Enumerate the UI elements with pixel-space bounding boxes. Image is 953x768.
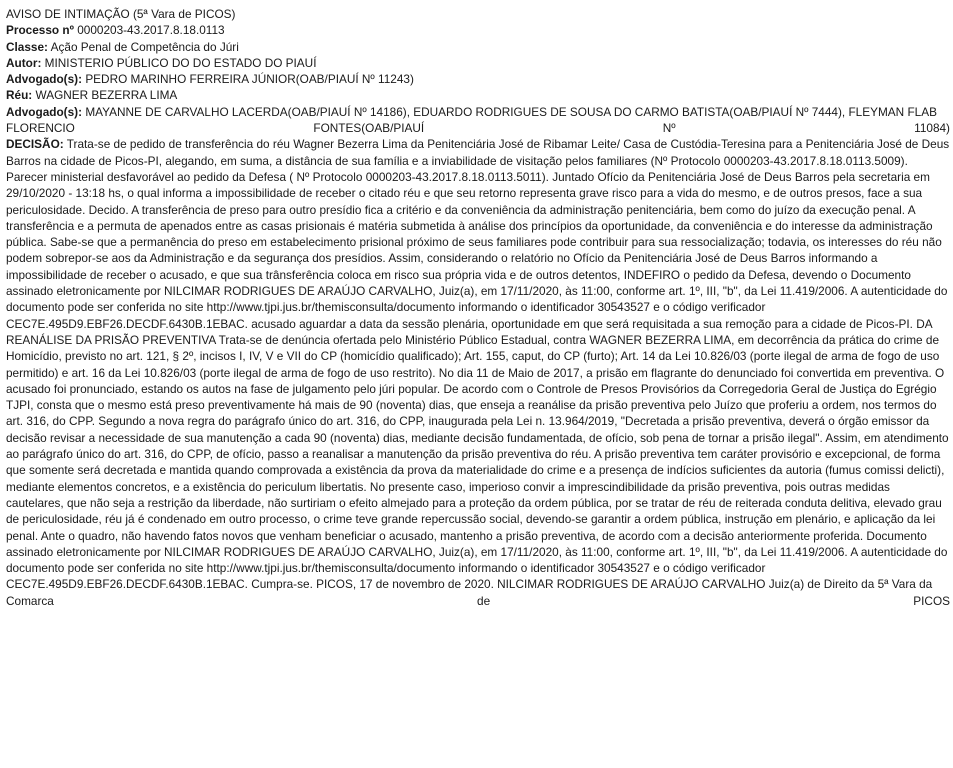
decision-text: Trata-se de pedido de transferência do réu Wagner Bezerra Lima da Penitenciária José de Ribamar Leite/ Casa de Custódia-Teresina para a Penitenciária José de Deus Barros na cidade de Picos-PI, alegando, em suma, a distância de sua família e a inviabilidade de visitação pelos familiares (Nº Protocolo 0000203-43.2017.8.18.0113.5009). Parecer ministerial desfavorável ao pedido da Defesa ( Nº Protocolo 0000203-43.2017.8.18.0113.5011). Juntado Ofício da Penitenciária José de Deus Barros pela secretaria em 29/10/2020 - 13:18 hs, o qual informa a impossibilidade de receber o citado réu e que seu retorno representa grave risco para a vida do mesmo, e de outros presos, face a sua periculosidade. Decido. A transferência de preso para outro presídio fica a critério e da conveniência da administração penitenciária, bem como do juízo da execução penal. A transferência e a permuta de apenados entre as casas prisionais é matéria submetida à análise dos princípios da oportunidade, da conveniência e do interesse da administração pública. Sabe-se que a permanência do preso em estabelecimento prisional próximo de seus familiares pode contribuir para sua ressocialização; todavia, os interesses do réu não podem sobrepor-se aos da Administração e da segurança dos presídios. Assim, considerando o relatório no Ofício da Penitenciária José de Deus Barros informando a impossibilidade de receber o acusado, e que sua trânsferência coloca em risco sua própria vida e de outros detentos, INDEFIRO o pedido da Defesa, devendo o Documento assinado eletronicamente por NILCIMAR RODRIGUES DE ARAÚJO CARVALHO, Juiz(a), em 17/11/2020, às 11:00, conforme art. 1º, III, "b", da Lei 11.419/2006. A autenticidade do documento pode ser conferida no site http://www.tjpi.jus.br/themisconsulta/documento informando o identificador 30543527 e o código verificador CEC7E.495D9.EBF26.DECDF.6430B.1EBAC. acusado aguardar a data da sessão plenária, oportunidade em que será requisitada a sua remoção para a cidade de Picos-PI. DA REANÁLISE DA PRISÃO PREVENTIVA Trata-se de denúncia ofertada pelo Ministério Público Estadual, contra WAGNER BEZERRA LIMA, em decorrência da prática do crime de Homicídio, previsto no art. 121, § 2º, incisos I, IV, V e VII do CP (homicídio qualificado); Art. 155, caput, do CP (furto); Art. 14 da Lei 10.826/03 (porte ilegal de arma de fogo de uso permitido) e art. 16 da Lei 10.826/03 (porte ilegal de arma de fogo de uso restrito). No dia 11 de Maio de 2017, a prisão em flagrante do denunciado foi convertida em preventiva. O acusado foi pronunciado, estando os autos na fase de julgamento pelo júri popular. De acordo com o Controle de Presos Provisórios da Corregedoria Geral de Justiça do Egrégio TJPI, consta que o mesmo está preso preventivamente há mais de 90 (noventa) dias, que enseja a reanálise da prisão preventiva pelo Juízo que proferiu a ordem, nos termos do art. 316, do CPP. Segundo a nova regra do parágrafo único do art. 316, do CPP, inaugurada pela Lei n. 13.964/2019, "Decretada a prisão preventiva, deverá o órgão emissor da decisão revisar a necessidade de sua manutenção a cada 90 (noventa) dias, mediante decisão fundamentada, de ofício, sob pena de tornar a prisão ilegal". Assim, em atendimento ao parágrafo único do art. 316, do CPP, de ofício, passo a reanalisar a manutenção da prisão preventiva do réu. A prisão preventiva tem caráter provisório e excepcional, de forma que somente será decretada e mantida quando comprovada a existência da prova da materialidade do crime e a presença de indícios suficientes da autoria (fumus comissi delicti), mediante elementos concretos, e a existência do periculum libertatis. No presente caso, imperioso convir a imprescindibilidade da prisão preventiva, pois outras medidas cautelares, que não seja a restrição da liberdade, não surtiriam o efeito almejado para a proteção da ordem pública, por se tratar de réu de reiterada conduta delitiva, elevado grau de periculosidade, réu já é condenado em outro processo, o crime teve grande repercussão social, devendo-se garantir a ordem pública, instrução em plenário, e aplicação da lei penal. Ante o quadro, não havendo fatos novos que venham beneficiar o acusado, mantenho a prisão preventiva, de acordo com a decisão anteriormente proferida. Documento assinado eletronicamente por NILCIMAR RODRIGUES DE ARAÚJO CARVALHO, Juiz(a), em 17/11/2020, às 11:00, conforme art. 1º, III, "b", da Lei 11.419/2006. A autenticidade do documento pode ser conferida no site http://www.tjpi.jus.br/themisconsulta/documento informando o identificador 30543527 e o código verificador CEC7E.495D9.EBF26.DECDF.6430B.1EBAC. Cumpra-se. PICOS, 17 de novembro de 2020. NILCIMAR RODRIGUES DE ARAÚJO CARVALHO Juiz(a) de Direito da 5ª Vara da Comarca de PICOS [6,137,950,608]
advogado-value-1: PEDRO MARINHO FERREIRA JÚNIOR(OAB/PIAUÍ Nº 11243) [85,72,414,87]
classe-label: Classe: [6,39,48,54]
processo-label: Processo nº [6,23,74,38]
advogado-line-2 [6,104,950,137]
reu-value: WAGNER BEZERRA LIMA [35,88,178,103]
reu-label: Réu: [6,88,33,103]
advogado-line-1 [6,71,950,87]
advogado-label-2: Advogado(s): [6,104,83,119]
autor-value: MINISTERIO PÚBLICO DO DO ESTADO DO PIAUÍ [44,55,317,70]
court-notice [6,6,950,609]
autor-line [6,55,950,71]
advogado-value-2: MAYANNE DE CARVALHO LACERDA(OAB/PIAUÍ Nº 14186), EDUARDO RODRIGUES DE SOUSA DO CARMO BATISTA(OAB/PIAUÍ Nº 7444), FLEYMAN FLAB FLORENCIO FONTES(OAB/PIAUÍ Nº 11084) [6,104,950,136]
decision-paragraph [6,136,950,609]
notice-title: AVISO DE INTIMAÇÃO (5ª Vara de PICOS) [6,7,236,21]
processo-line [6,22,950,38]
classe-line [6,39,950,55]
classe-value: Ação Penal de Competência do Júri [50,39,239,54]
autor-label: Autor: [6,55,42,70]
reu-line [6,87,950,103]
decision-label: DECISÃO: [6,137,64,152]
processo-value: 0000203-43.2017.8.18.0113 [77,23,225,38]
advogado-label-1: Advogado(s): [6,72,83,87]
